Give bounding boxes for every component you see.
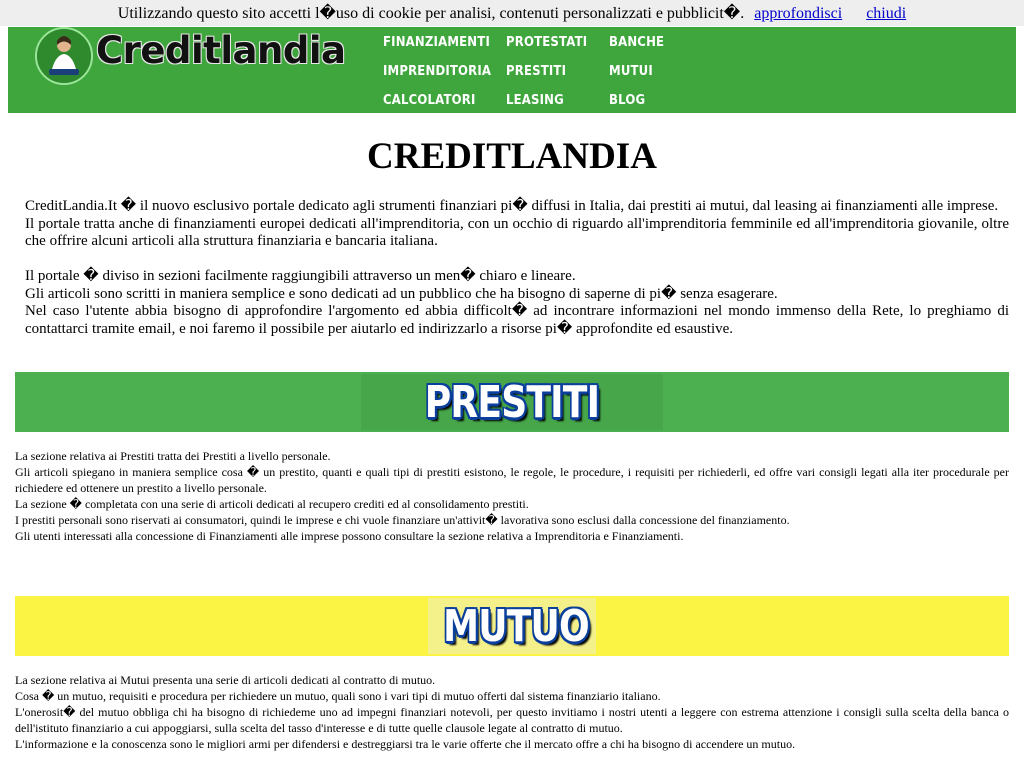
prestiti-line: La sezione � completata con una serie di articoli dedicati al recupero crediti ed al consolidamento prestiti.	[15, 497, 529, 511]
prestiti-line: I prestiti personali sono riservati ai consumatori, quindi le imprese e chi vuole finanziare un'attivit� lavorativa sono esclusi dalla concessione del finanziamento.	[15, 513, 790, 527]
prestiti-banner[interactable]	[15, 372, 1009, 432]
prestiti-line: Gli utenti interessati alla concessione di Finanziamenti alle imprese possono consultare la sezione relativa a Imprenditoria e Finanziamenti.	[15, 529, 684, 543]
logo-text[interactable]: Creditlandia	[96, 29, 346, 72]
nav-item-finanziamenti[interactable]: FINANZIAMENTI	[383, 35, 490, 50]
page-title: CREDITLANDIA	[367, 136, 657, 177]
intro-paragraph: Il portale tratta anche di finanziamenti europei dedicati all'imprenditoria, con un occhio di riguardo all'imprenditoria femminile ed all'imprenditoria giovanile, oltre che offrire alcuni articoli alla struttura finanziaria e bancaria italiana.	[25, 215, 1009, 249]
mutuo-section-text	[15, 672, 1009, 752]
prestiti-line: Gli articoli spiegano in maniera semplice cosa � un prestito, quanti e quali tipi di prestiti esistono, le regole, le procedure, i requisiti per richiederli, ed offre vari consigli legati alla iter procedurale per richiedere ed ottenere un prestito a livello personale.	[15, 465, 1009, 495]
mutuo-line: Cosa � un mutuo, requisiti e procedura per richiedere un mutuo, quali sono i vari tipi di mutuo offerti dal sistema finanziario italiano.	[15, 689, 661, 703]
cookie-message: Utilizzando questo sito accetti l�uso di cookie per analisi, contenuti personalizzati e pubblicit�.	[117, 5, 745, 22]
nav-item-leasing[interactable]: LEASING	[506, 93, 564, 108]
nav-item-banche[interactable]: BANCHE	[609, 35, 665, 50]
nav-item-imprenditoria[interactable]: IMPRENDITORIA	[383, 64, 492, 79]
intro-spacer	[25, 251, 1009, 269]
mutuo-line: L'onerosit� del mutuo obbliga chi ha bisogno di richiedeme uno ad impegni finanziari notevoli, per questo invitiamo i nostri utenti a leggere con estrema attenzione i consigli sulla scelta della banca o dell'istituto finanziario a cui appoggiarsi, sulla scelta del tasso d'interesse e di tutte quelle clausole legate al contratto di mutuo.	[15, 705, 1009, 735]
prestiti-banner-image	[361, 374, 663, 430]
site-header	[8, 27, 1016, 113]
mutuo-banner-image	[428, 598, 596, 654]
logo-avatar-icon[interactable]	[35, 27, 93, 85]
mutuo-line: L'informazione e la conoscenza sono le migliori armi per difendersi e destreggiarsi tra le varie offerte che il mercato offre a chi ha bisogno di accendere un mutuo.	[15, 737, 796, 751]
mutuo-line: La sezione relativa ai Mutui presenta una serie di articoli dedicati al contratto di mutuo.	[15, 673, 436, 687]
intro-paragraph: Il portale � diviso in sezioni facilmente raggiungibili attraverso un men� chiaro e lineare.	[25, 268, 576, 284]
prestiti-banner-text: PRESTITI	[424, 377, 600, 428]
cookie-more-link[interactable]: approfondisci	[754, 5, 843, 22]
intro-paragraph: Nel caso l'utente abbia bisogno di approfondire l'argomento ed abbia difficolt� ad incontrare informazioni nel mondo immenso della Rete, lo preghiamo di contattarci tramite email, e noi faremo il possibile per aiutarlo ed indirizzarlo a risorse pi� approfondite ed esaustive.	[25, 303, 1009, 337]
cookie-bar	[0, 0, 1024, 26]
prestiti-line: La sezione relativa ai Prestiti tratta dei Prestiti a livello personale.	[15, 449, 331, 463]
intro-text	[25, 198, 1009, 338]
nav-item-prestiti[interactable]: PRESTITI	[506, 64, 567, 79]
cookie-close-link[interactable]: chiudi	[866, 5, 907, 22]
nav-item-blog[interactable]: BLOG	[609, 93, 646, 108]
intro-paragraph: CreditLandia.It � il nuovo esclusivo portale dedicato agli strumenti finanziari pi� diffusi in Italia, dai prestiti ai mutui, dal leasing ai finanziamenti alle imprese.	[25, 198, 999, 214]
prestiti-section-text	[15, 448, 1009, 544]
intro-paragraph: Gli articoli sono scritti in maniera semplice e sono dedicati ad un pubblico che ha bisogno di saperne di pi� senza esagerare.	[25, 285, 778, 302]
nav-item-mutui[interactable]: MUTUI	[609, 64, 653, 79]
mutuo-banner-text: MUTUO	[443, 601, 589, 652]
nav-item-protestati[interactable]: PROTESTATI	[506, 35, 588, 50]
mutuo-banner[interactable]	[15, 596, 1009, 656]
nav-item-calcolatori[interactable]: CALCOLATORI	[383, 93, 476, 108]
